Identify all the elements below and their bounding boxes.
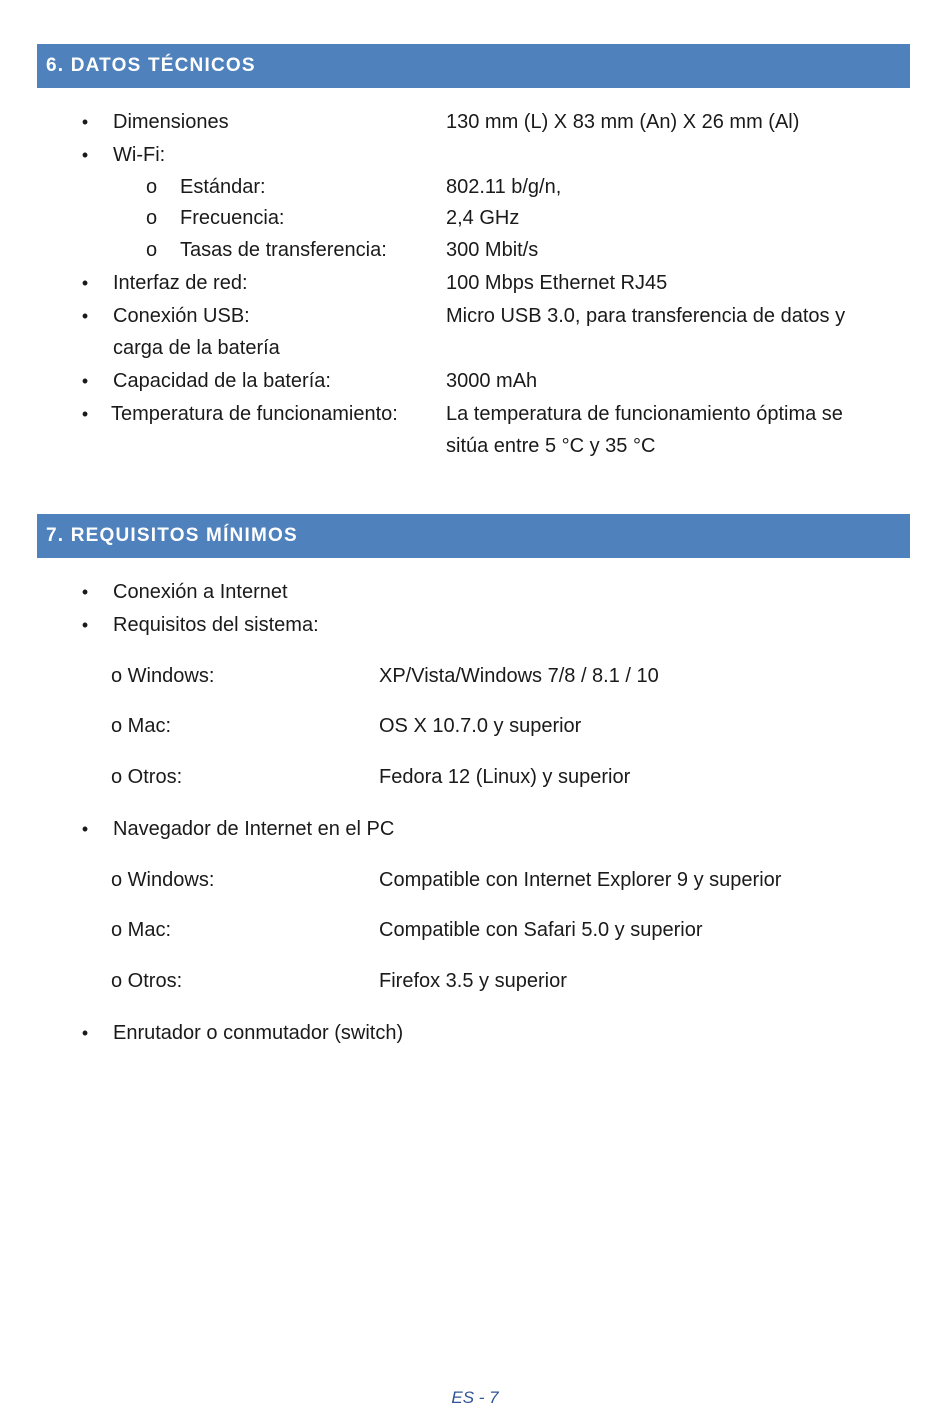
req-browser-windows [0, 864, 950, 896]
req-os-value: Compatible con Internet Explorer 9 y superior [379, 869, 782, 891]
spec-value: 300 Mbit/s [446, 239, 539, 261]
req-os-value: Fedora 12 (Linux) y superior [379, 766, 631, 788]
spec-continuation: carga de la batería [113, 337, 280, 359]
req-os-label: o Mac: [111, 715, 172, 737]
bullet-icon: • [81, 615, 89, 635]
spec-value: 2,4 GHz [446, 207, 520, 229]
bullet-icon: • [81, 1023, 89, 1043]
spec-value-continuation: sitúa entre 5 °C y 35 °C [446, 435, 656, 457]
spec-label: Wi-Fi: [113, 144, 166, 166]
spec-label: Interfaz de red: [113, 272, 248, 294]
spec-label: Temperatura de funcionamiento: [111, 403, 398, 425]
spec-usb [0, 300, 950, 332]
section-6-header: 6. DATOS TÉCNICOS [37, 44, 910, 88]
req-label: Conexión a Internet [113, 581, 288, 603]
bullet-icon: • [81, 404, 89, 424]
spec-label: Dimensiones [113, 111, 229, 133]
bullet-icon: • [81, 819, 89, 839]
req-system [0, 609, 950, 641]
spec-label: Conexión USB: [113, 305, 250, 327]
bullet-icon: • [81, 306, 89, 326]
req-os-label: o Otros: [111, 970, 183, 992]
bullet-icon: • [81, 371, 89, 391]
spec-network [0, 267, 950, 299]
req-os-value: OS X 10.7.0 y superior [379, 715, 582, 737]
spec-value: 3000 mAh [446, 370, 538, 392]
req-os-value: XP/Vista/Windows 7/8 / 8.1 / 10 [379, 665, 659, 687]
spec-usb-continuation [0, 332, 950, 364]
req-label: Requisitos del sistema: [113, 614, 319, 636]
spec-value: 802.11 b/g/n, [446, 176, 562, 198]
spec-value: Micro USB 3.0, para transferencia de datos y [446, 305, 846, 327]
sub-bullet-icon: o [146, 239, 158, 261]
req-system-windows [0, 660, 950, 692]
req-os-value: Firefox 3.5 y superior [379, 970, 567, 992]
bullet-icon: • [81, 112, 89, 132]
req-browser-others [0, 965, 950, 997]
req-os-value: Compatible con Safari 5.0 y superior [379, 919, 703, 941]
spec-wifi-standard [0, 171, 950, 203]
req-label: Navegador de Internet en el PC [113, 818, 395, 840]
req-os-label: o Otros: [111, 766, 183, 788]
bullet-icon: • [81, 145, 89, 165]
spec-label: Tasas de transferencia: [180, 239, 387, 261]
spec-wifi-rates [0, 234, 950, 266]
req-browser-mac [0, 914, 950, 946]
req-browser [0, 813, 950, 845]
req-router [0, 1017, 950, 1049]
req-internet [0, 576, 950, 608]
spec-wifi-frequency [0, 202, 950, 234]
spec-temperature [0, 398, 950, 430]
req-system-mac [0, 710, 950, 742]
bullet-icon: • [81, 273, 89, 293]
req-os-label: o Windows: [111, 665, 215, 687]
req-os-label: o Mac: [111, 919, 172, 941]
sub-bullet-icon: o [146, 207, 158, 229]
spec-dimensions [0, 106, 950, 138]
page-number: ES - 7 [451, 1388, 499, 1407]
spec-label: Capacidad de la batería: [113, 370, 331, 392]
spec-wifi [0, 139, 950, 171]
bullet-icon: • [81, 582, 89, 602]
sub-bullet-icon: o [146, 176, 158, 198]
spec-battery [0, 365, 950, 397]
spec-temperature-continuation [0, 430, 950, 462]
section-7-header: 7. REQUISITOS MÍNIMOS [37, 514, 910, 558]
spec-label: Estándar: [180, 176, 266, 198]
req-system-others [0, 761, 950, 793]
spec-label: Frecuencia: [180, 207, 285, 229]
spec-value: 100 Mbps Ethernet RJ45 [446, 272, 668, 294]
spec-value: 130 mm (L) X 83 mm (An) X 26 mm (Al) [446, 111, 800, 133]
req-os-label: o Windows: [111, 869, 215, 891]
spec-value: La temperatura de funcionamiento óptima se [446, 403, 843, 425]
req-label: Enrutador o conmutador (switch) [113, 1022, 404, 1044]
